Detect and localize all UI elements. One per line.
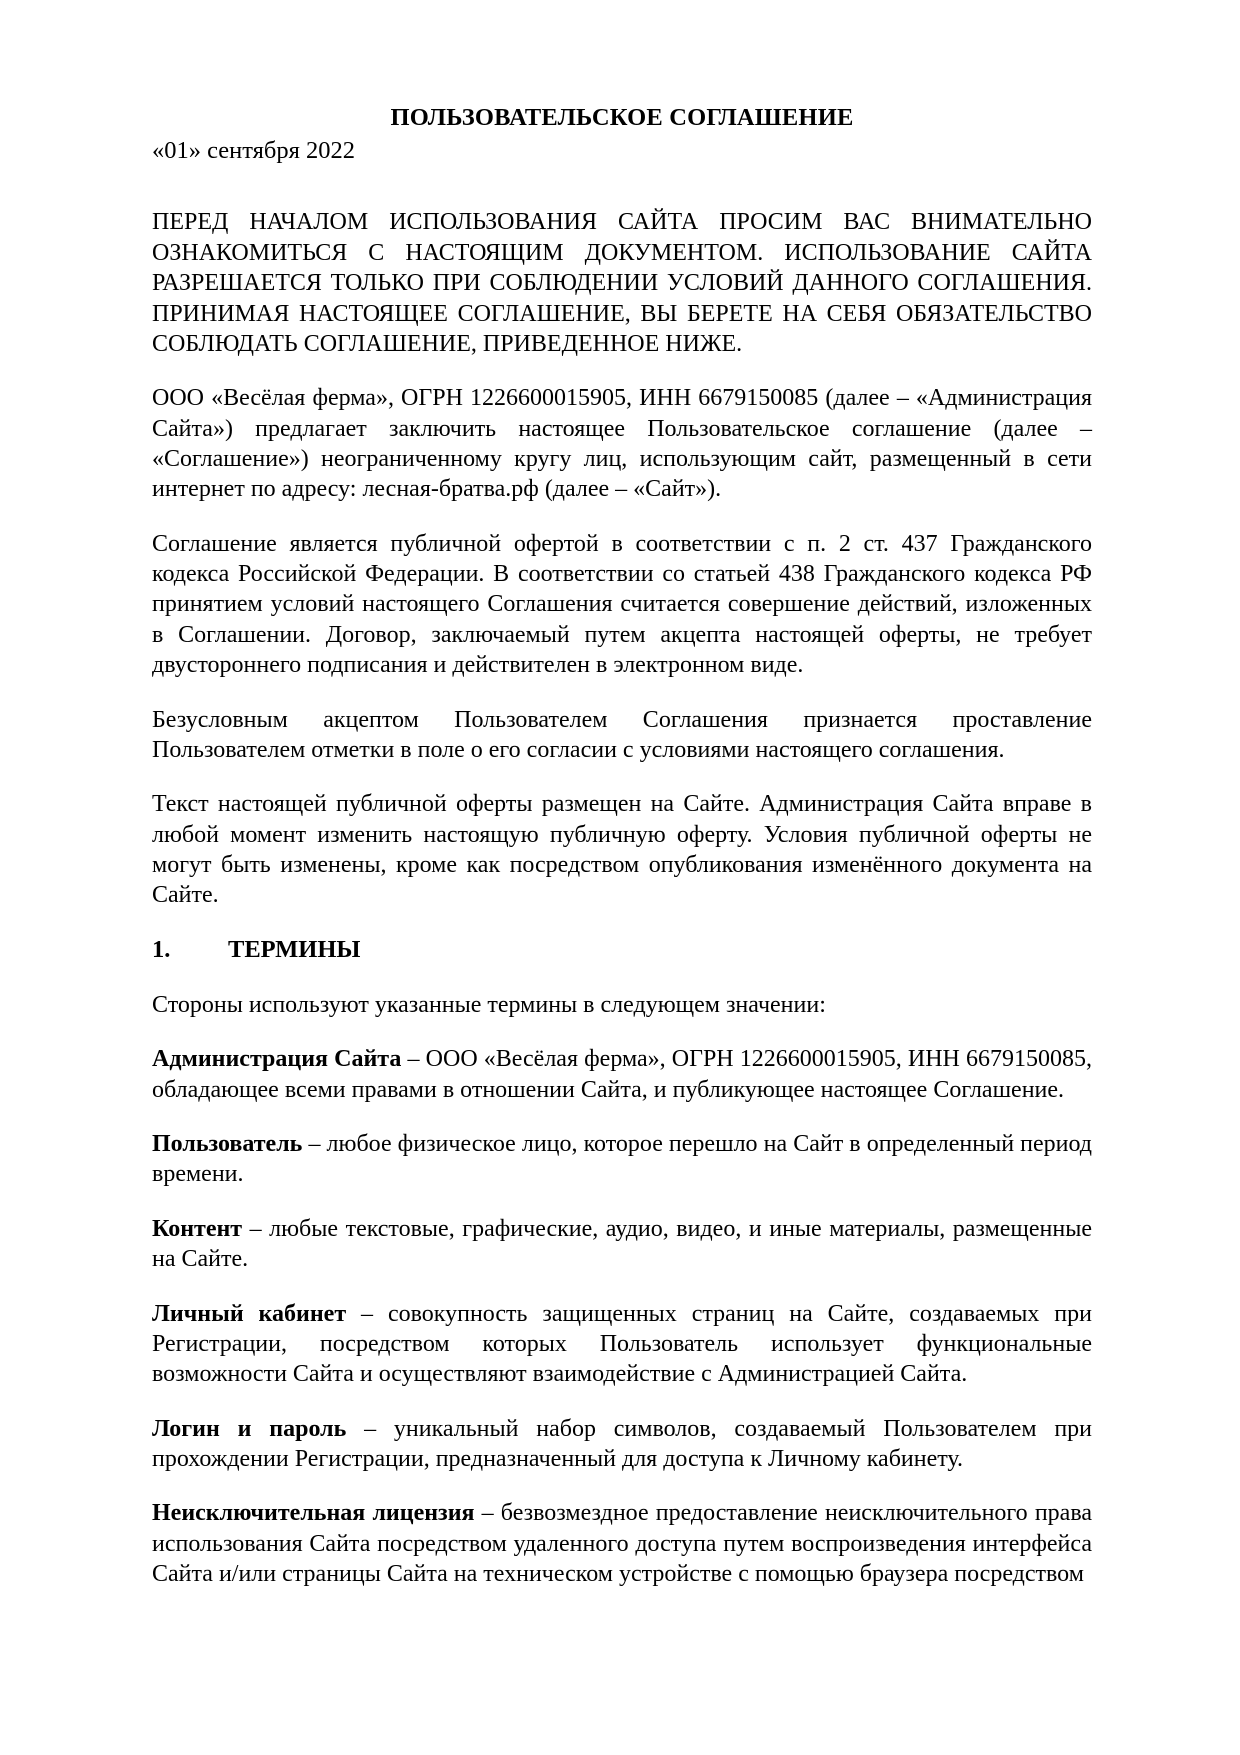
terms-intro-paragraph: Стороны используют указанные термины в следующем значении: [152, 992, 826, 1019]
definition-term: Контент [152, 1215, 243, 1242]
acceptance-paragraph: Безусловным акцептом Пользователем Соглашения признается проставление Пользователем отметки в поле о его согласии с условиями настоящего соглашения. [152, 706, 1092, 763]
definition-text: – уникальный набор символов, создаваемый Пользователем при прохождении Регистрации, предназначенный для доступа к Личному кабинету. [152, 1415, 1092, 1472]
definition-login-password [152, 1414, 1092, 1475]
definition-text: – любые текстовые, графические, аудио, видео, и иные материалы, размещенные на Сайте. [152, 1215, 1092, 1273]
section-heading-terms [152, 935, 1092, 964]
definition-text: – совокупность защищенных страниц на Сайте, создаваемых при Регистрации, посредством которых Пользователь использует функциональные возможности Сайта и осуществляют взаимодействие с Администрацией Сайта. [152, 1300, 1092, 1388]
definition-text: – любое физическое лицо, которое перешло на Сайт в определенный период времени. [152, 1131, 1092, 1188]
definition-content [152, 1214, 1092, 1275]
public-offer-paragraph: Соглашение является публичной офертой в соответствии с п. 2 ст. 437 Гражданского кодекса Российской Федерации. В соответствии со статьей 438 Гражданского кодекса РФ принятием условий настоящего Соглашения считается совершение действий, изложенных в Соглашении. Договор, заключаемый путем акцепта настоящей оферты, не требует двустороннего подписания и действителен в электронном виде. [152, 530, 1092, 679]
section-title: ТЕРМИНЫ [228, 935, 361, 963]
definition-text: – безвозмездное предоставление неисключительного права использования Сайта посредством удаленного доступа путем воспроизведения интерфейса Сайта и/или страницы Сайта на техническом устройстве с помощью браузера посредством [152, 1500, 1092, 1588]
section-number: 1. [152, 935, 171, 963]
page-title: ПОЛЬЗОВАТЕЛЬСКОЕ СОГЛАШЕНИЕ [390, 104, 854, 131]
title-spacer [152, 167, 1092, 207]
company-details-paragraph: ООО «Весёлая ферма», ОГРН 1226600015905, ИНН 6679150085 (далее – «Администрация Сайта») предлагает заключить настоящее Пользовательское соглашение (далее – «Соглашение») неограниченному кругу лиц, использующим сайт, размещенный в сети интернет по адресу: лесная-братва.рф (далее – «Сайт»). [152, 385, 1092, 503]
definition-nonexclusive-license [152, 1498, 1092, 1589]
definition-term: Логин и пароль [152, 1415, 347, 1442]
offer-text-paragraph: Текст настоящей публичной оферты размещен на Сайте. Администрация Сайта вправе в любой момент изменить настоящую публичную оферту. Условия публичной оферты не могут быть изменены, кроме как посредством опубликования изменённого документа на Сайте. [152, 791, 1092, 909]
document-date: «01» сентября 2022 [152, 137, 356, 165]
definition-term: Личный кабинет [152, 1300, 347, 1327]
definition-user [152, 1129, 1092, 1190]
definition-term: Неисключительная лицензия [152, 1500, 475, 1527]
definition-text: – ООО «Весёлая ферма», ОГРН 1226600015905, ИНН 6679150085, обладающее всеми правами в отношении Сайта, и публикующее настоящее Соглашение. [152, 1046, 1093, 1103]
definition-administration [152, 1044, 1092, 1105]
definition-personal-account [152, 1299, 1092, 1390]
important-notice-paragraph: ПЕРЕД НАЧАЛОМ ИСПОЛЬЗОВАНИЯ САЙТА ПРОСИМ ВАС ВНИМАТЕЛЬНО ОЗНАКОМИТЬСЯ С НАСТОЯЩИМ ДОКУМЕНТОМ. ИСПОЛЬЗОВАНИЕ САЙТА РАЗРЕШАЕТСЯ ТОЛЬКО ПРИ СОБЛЮДЕНИИ УСЛОВИЙ ДАННОГО СОГЛАШЕНИЯ. ПРИНИМАЯ НАСТОЯЩЕЕ СОГЛАШЕНИЕ, ВЫ БЕРЕТЕ НА СЕБЯ ОБЯЗАТЕЛЬСТВО СОБЛЮДАТЬ СОГЛАШЕНИЕ, ПРИВЕДЕННОЕ НИЖЕ. [152, 209, 1092, 357]
definition-term: Администрация Сайта [152, 1046, 402, 1073]
definition-term: Пользователь [152, 1131, 303, 1158]
